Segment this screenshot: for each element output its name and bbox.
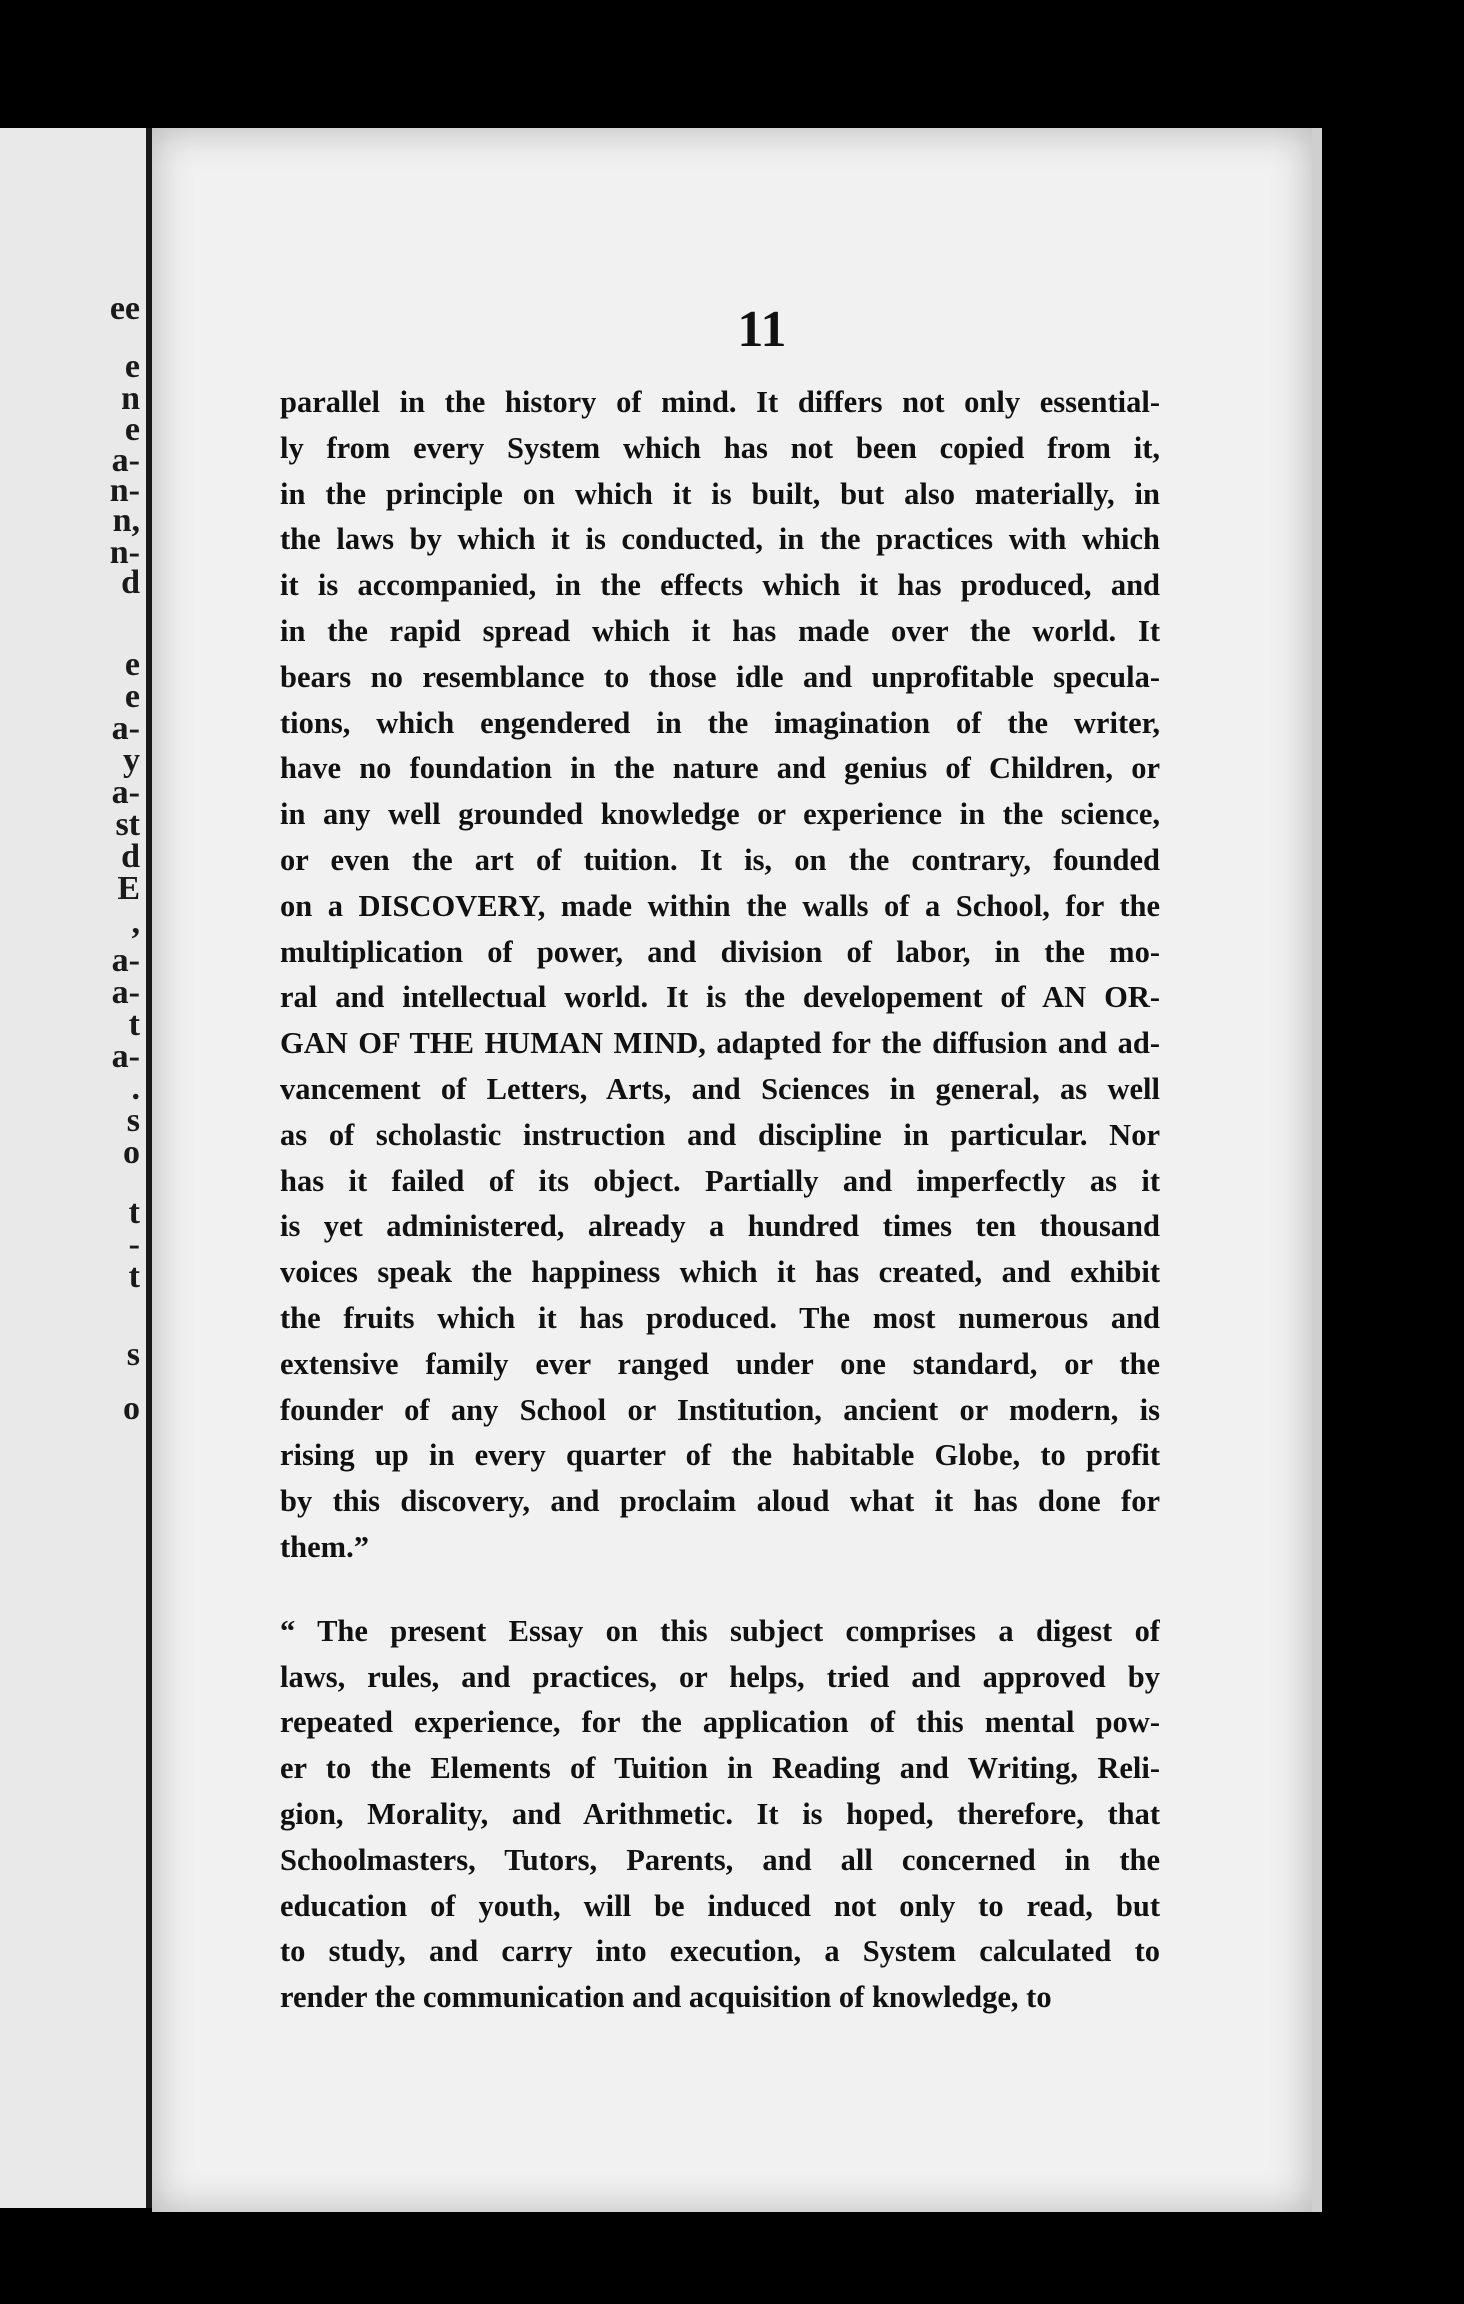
previous-page-char: n- xyxy=(109,534,140,571)
text-line: or even the art of tuition. It is, on the contrary, founded xyxy=(280,842,1160,877)
previous-page-char: o xyxy=(123,1390,140,1427)
text-line: them.” xyxy=(280,1529,369,1564)
previous-page-line-endings xyxy=(0,128,140,2208)
text-line: repeated experience, for the application of this mental pow- xyxy=(280,1705,1160,1740)
text-line: has it failed of its object. Partially and imperfectly as it xyxy=(280,1163,1160,1198)
previous-page-char: . xyxy=(131,1070,140,1107)
previous-page-char: a- xyxy=(111,942,140,979)
text-line: GAN OF THE HUMAN MIND, adapted for the diffusion and ad- xyxy=(280,1026,1160,1061)
text-line: laws, rules, and practices, or helps, tried and approved by xyxy=(280,1659,1160,1694)
text-line: render the communication and acquisition of knowledge, to xyxy=(280,1980,1052,2015)
text-line: by this discovery, and proclaim aloud what it has done for xyxy=(280,1484,1160,1519)
previous-page-char: d xyxy=(121,564,140,601)
text-line: multiplication of power, and division of labor, in the mo- xyxy=(280,934,1160,969)
paragraph-gap xyxy=(280,1571,1160,1609)
previous-page-char: st xyxy=(115,806,140,843)
text-line: it is accompanied, in the effects which it has produced, and xyxy=(280,568,1160,603)
previous-page-char: d xyxy=(121,838,140,875)
previous-page-char: a- xyxy=(111,774,140,811)
text-line: the laws by which it is conducted, in the practices with which xyxy=(280,522,1160,557)
text-line: ly from every System which has not been copied from it, xyxy=(280,430,1160,465)
previous-page-char: a- xyxy=(111,974,140,1011)
text-line: to study, and carry into execution, a System calculated to xyxy=(280,1934,1160,1969)
text-line: vancement of Letters, Arts, and Sciences in general, as well xyxy=(280,1071,1160,1106)
text-line: is yet administered, already a hundred times ten thousand xyxy=(280,1209,1160,1244)
previous-page-char: t xyxy=(128,1194,140,1231)
previous-page-char: y xyxy=(123,742,140,779)
body-text xyxy=(280,380,1160,2021)
previous-page-char: e xyxy=(124,646,140,683)
text-line: in any well grounded knowledge or experience in the science, xyxy=(280,797,1160,832)
text-line: bears no resemblance to those idle and unprofitable specula- xyxy=(280,659,1160,694)
paragraph xyxy=(280,1609,1160,2021)
previous-page-char: o xyxy=(123,1134,140,1171)
text-line: tions, which engendered in the imagination of the writer, xyxy=(280,705,1160,740)
text-line: “ The present Essay on this subject comprises a digest of xyxy=(280,1613,1160,1648)
previous-page-char: s xyxy=(126,1336,140,1373)
previous-page-char: n xyxy=(121,380,140,417)
text-line: Schoolmasters, Tutors, Parents, and all concerned in the xyxy=(280,1842,1160,1877)
previous-page-char: ee xyxy=(109,290,140,327)
previous-page-char: - xyxy=(128,1226,140,1263)
text-line: rising up in every quarter of the habitable Globe, to profit xyxy=(280,1438,1160,1473)
text-line: as of scholastic instruction and discipline in particular. Nor xyxy=(280,1117,1160,1152)
text-line: in the rapid spread which it has made over the world. It xyxy=(280,613,1160,648)
text-line: voices speak the happiness which it has created, and exhibit xyxy=(280,1255,1160,1290)
text-line: education of youth, will be induced not only to read, but xyxy=(280,1888,1160,1923)
previous-page-char: e xyxy=(124,411,140,448)
previous-page-char: n- xyxy=(109,472,140,509)
text-line: have no foundation in the nature and genius of Children, or xyxy=(280,751,1160,786)
text-line: the fruits which it has produced. The most numerous and xyxy=(280,1300,1160,1335)
previous-page-char: a- xyxy=(111,710,140,747)
previous-page-char: , xyxy=(131,904,140,941)
page xyxy=(152,128,1322,2212)
previous-page-char: e xyxy=(124,348,140,385)
text-line: founder of any School or Institution, ancient or modern, is xyxy=(280,1392,1160,1427)
previous-page-char: t xyxy=(128,1258,140,1295)
previous-page-char: a- xyxy=(111,442,140,479)
page-number: 11 xyxy=(737,301,787,358)
previous-page-char: a- xyxy=(111,1038,140,1075)
text-line: er to the Elements of Tuition in Reading and Writing, Reli- xyxy=(280,1751,1160,1786)
text-line: ral and intellectual world. It is the developement of AN OR- xyxy=(280,980,1160,1015)
text-line: parallel in the history of mind. It differs not only essential- xyxy=(280,385,1160,419)
text-line: in the principle on which it is built, but also materially, in xyxy=(280,476,1160,511)
previous-page-char: t xyxy=(128,1006,140,1043)
text-line: extensive family ever ranged under one standard, or the xyxy=(280,1346,1160,1381)
previous-page-char: s xyxy=(126,1102,140,1139)
previous-page-char: n, xyxy=(112,502,140,539)
text-line: gion, Morality, and Arithmetic. It is hoped, therefore, that xyxy=(280,1796,1160,1831)
paragraph xyxy=(280,380,1160,1571)
text-line: on a DISCOVERY, made within the walls of a School, for the xyxy=(280,888,1160,923)
previous-page-edge xyxy=(0,128,152,2208)
previous-page-char: E xyxy=(117,870,140,907)
previous-page-char: e xyxy=(124,678,140,715)
